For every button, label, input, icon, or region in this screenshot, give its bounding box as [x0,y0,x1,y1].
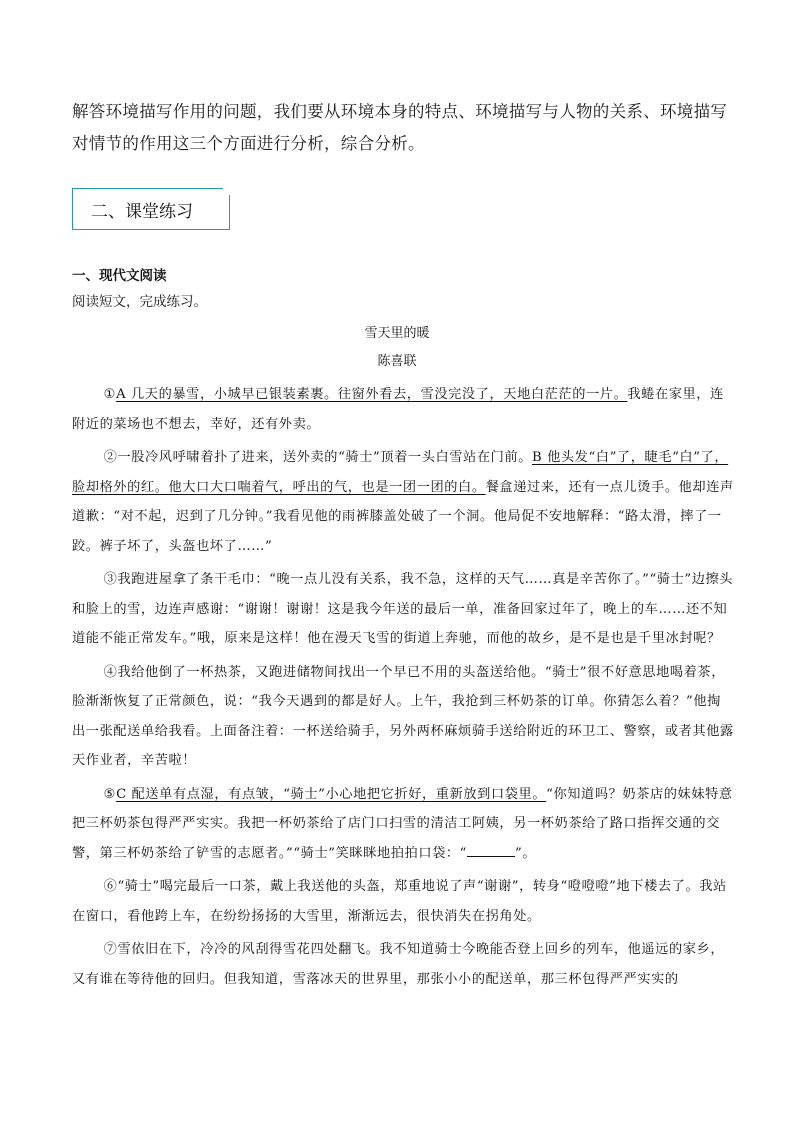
instruction: 阅读短文，完成练习。 [72,294,207,310]
section-heading-label: 二、课堂练习 [91,201,193,222]
paragraph-text: 一股冷风呼啸着扑了进来，送外卖的“骑士”顶着一头白雪站在门前。 [117,450,532,465]
underlined-sentence-a: A 几天的暴雪，小城早已银装素裹。往窗外看去，雪没完没了，天地白茫茫的一片。 [116,387,628,402]
story-title: 雪天里的暖 [364,326,430,341]
paragraph-text: 我跑进屋拿了条干毛巾：“晚一点儿没有关系，我不急，这样的天气……真是辛苦你了。”“骑士”边擦头和脸上的雪，边连声感谢：“谢谢！谢谢！这是我今年送的最后一单，准备回家过年了，晚上的车……还不知道能不能正常发车。”哦，原来是这样！他在漫天飞雪的街道上奔驰，而他的故乡，是不是也是千里冰封呢？ [72,572,734,646]
paragraph-number: ③ [103,572,118,587]
paragraph-1 [72,380,734,439]
paragraph-text: ”。 [515,845,537,861]
intro-text: 解答环境描写作用的问题，我们要从环境本身的特点、环境描写与人物的关系、环境描写对情节的作用这三个方面进行分析，综合分析。 [72,102,728,153]
paragraph-5 [72,780,734,869]
paragraph-text: 我给他倒了一杯热茶，又跑进储物间找出一个早已不用的头盔送给他。“骑士”很不好意思地喝着茶，脸渐渐恢复了正常颜色，说：“我今天遇到的都是好人。上午，我抢到三杯奶茶的订单。你猜怎么着？”他掏出一张配送单给我看。上面备注着：一杯送给骑手，另外两杯麻烦骑手送给附近的环卫工、警察，或者其他露天作业者，辛苦啦！ [72,664,734,768]
underlined-sentence-b: B 他头发“白”了，睫毛“白”了，脸却格外的红。他大口大口喘着气，呼出的气，也是一团一团的白。 [72,450,729,495]
paragraph-4 [72,658,734,776]
paragraph-number: ⑥ [103,879,118,894]
paragraph-number: ② [103,450,118,465]
underlined-sentence-c: C 配送单有点湿，有点皱，“骑士”小心地把它折好，重新放到口袋里。 [116,786,547,802]
paragraph-7 [72,935,734,994]
story-author: 陈喜联 [377,354,417,369]
story-body [72,380,734,998]
sub-heading: 一、现代文阅读 [72,268,167,284]
paragraph-2 [72,443,734,561]
paragraph-3 [72,565,734,654]
paragraph-number: ⑦ [103,942,118,957]
paragraph-number: ⑤ [103,786,117,802]
paragraph-text: 雪依旧在下，冷冷的风刮得雪花四处翻飞。我不知道骑士今晚能否登上回乡的列车，他遥远的家乡，又有谁在等待他的回归。但我知道，雪落冰天的世界里，那张小小的配送单，那三杯包得严严实实的 [72,942,725,987]
paragraph-text: “骑士”喝完最后一口茶，戴上我送他的头盔，郑重地说了声“谢谢”，转身“噔噔噔”地下楼去了。我站在窗口，看他跨上车，在纷纷扬扬的大雪里，渐渐远去，很快消失在拐角处。 [72,879,727,924]
paragraph-text: 我蜷在家里，连附近的菜场也不想去，幸好，还有外卖。 [72,387,724,432]
section-heading [72,188,230,230]
paragraph-6 [72,872,734,931]
paragraph-number: ① [103,387,117,402]
paragraph-text: “你知道吗？奶茶店的妹妹特意把三杯奶茶包得严严实实。我把一杯奶茶给了店门口扫雪的清洁工阿姨，另一杯奶茶给了路口指挥交通的交警，第三杯奶茶给了铲雪的志愿者。”“骑士”笑眯眯地拍拍口袋：“ [72,786,733,861]
answer-blank[interactable] [467,842,515,857]
paragraph-text: 餐盒递过来，还有一点儿烫手。他却连声道歉：“对不起，迟到了几分钟。”我看见他的雨裤膝盖处破了一个洞。他局促不安地解释：“路太滑，摔了一跤。裤子坏了，头盔也坏了……” [72,479,734,554]
paragraph-number: ④ [103,664,118,680]
